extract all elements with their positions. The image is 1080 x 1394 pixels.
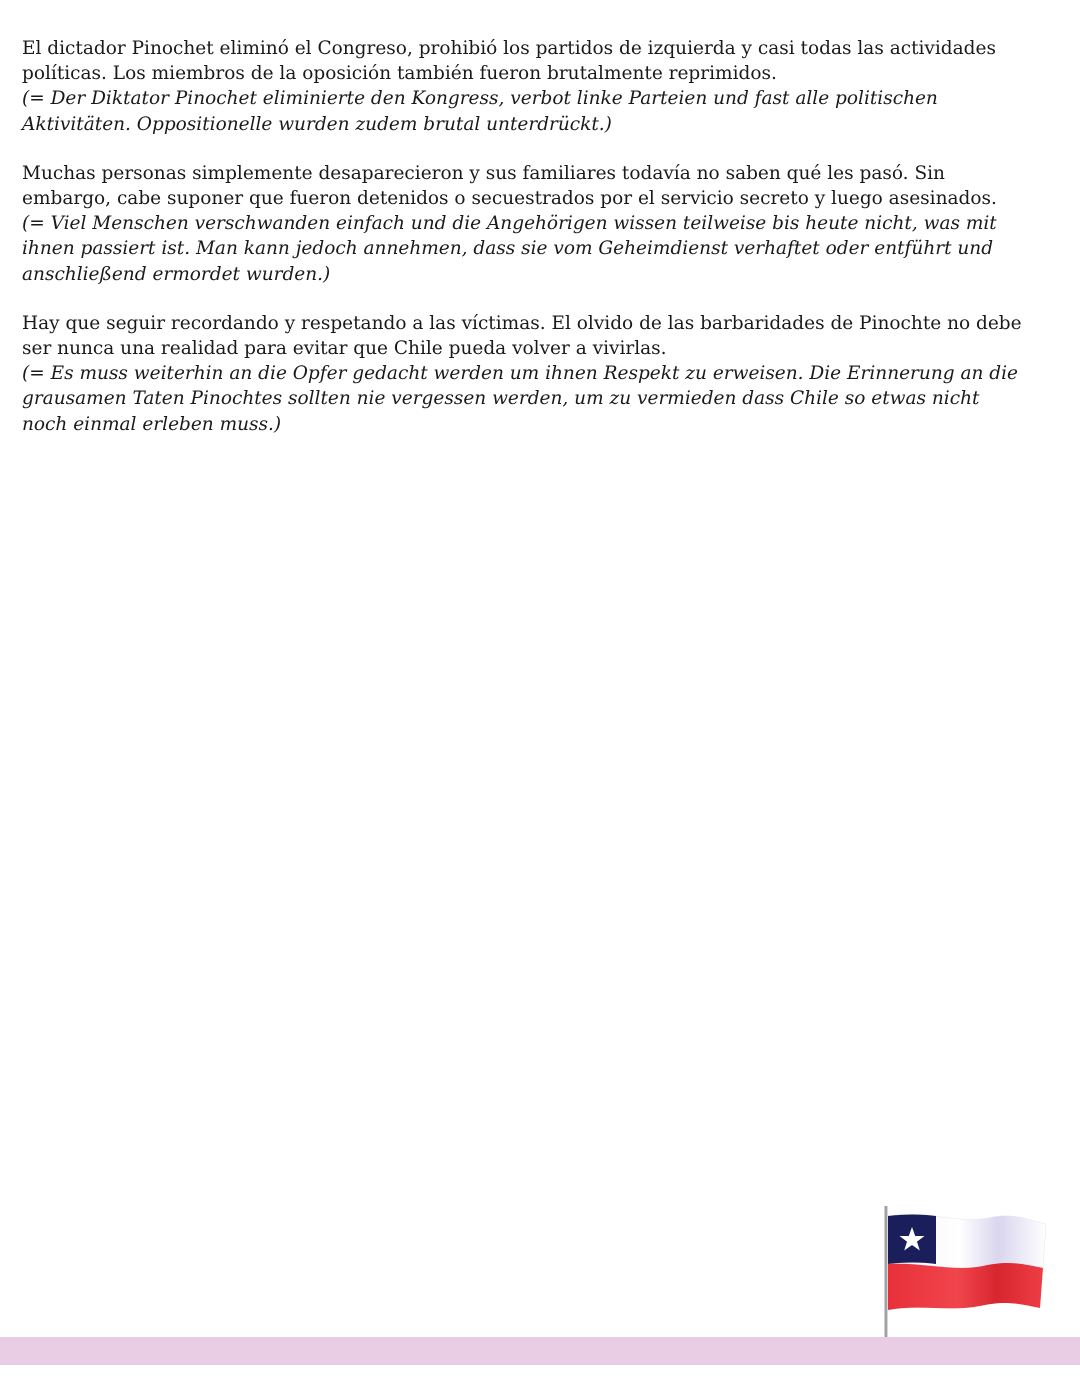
german-translation: (= Viel Menschen verschwanden einfach und die Angehörigen wissen teilweise bis heute nicht, was mit ihnen passiert ist. Man kann jedoch annehmen, dass sie vom Geheimdienst verhaftet oder entführt und anschließend ermordet wurden.) xyxy=(22,213,997,285)
spanish-text: Muchas personas simplemente desaparecieron y sus familiares todavía no saben qué les pasó. Sin embargo, cabe suponer que fueron detenidos o secuestrados por el servicio secreto y luego asesinados. xyxy=(22,162,997,210)
german-translation: (= Es muss weiterhin an die Opfer gedacht werden um ihnen Respekt zu erweisen. Die Erinnerung an die grausamen Taten Pinochtes sollten nie vergessen werden, um zu vermieden dass Chile so etwas nicht noch einmal erleben muss.) xyxy=(22,363,1018,435)
german-translation: (= Der Diktator Pinochet eliminierte den Kongress, verbot linke Parteien und fast alle politischen Aktivitäten. Oppositionelle wurden zudem brutal unterdrückt.) xyxy=(22,88,938,135)
paragraph-remembrance xyxy=(22,311,1022,437)
chile-flag-icon xyxy=(878,1200,1058,1360)
paragraph-congress xyxy=(22,36,1022,137)
paragraph-disappeared xyxy=(22,161,1022,287)
spanish-text: Hay que seguir recordando y respetando a las víctimas. El olvido de las barbaridades de Pinochte no debe ser nunca una realidad para evitar que Chile pueda volver a vivirlas. xyxy=(22,312,1022,360)
document-body xyxy=(22,36,1022,461)
footer-bar xyxy=(0,1337,1080,1365)
spanish-text: El dictador Pinochet eliminó el Congreso, prohibió los partidos de izquierda y casi todas las actividades políticas. Los miembros de la oposición también fueron brutalmente reprimidos. xyxy=(22,38,996,85)
